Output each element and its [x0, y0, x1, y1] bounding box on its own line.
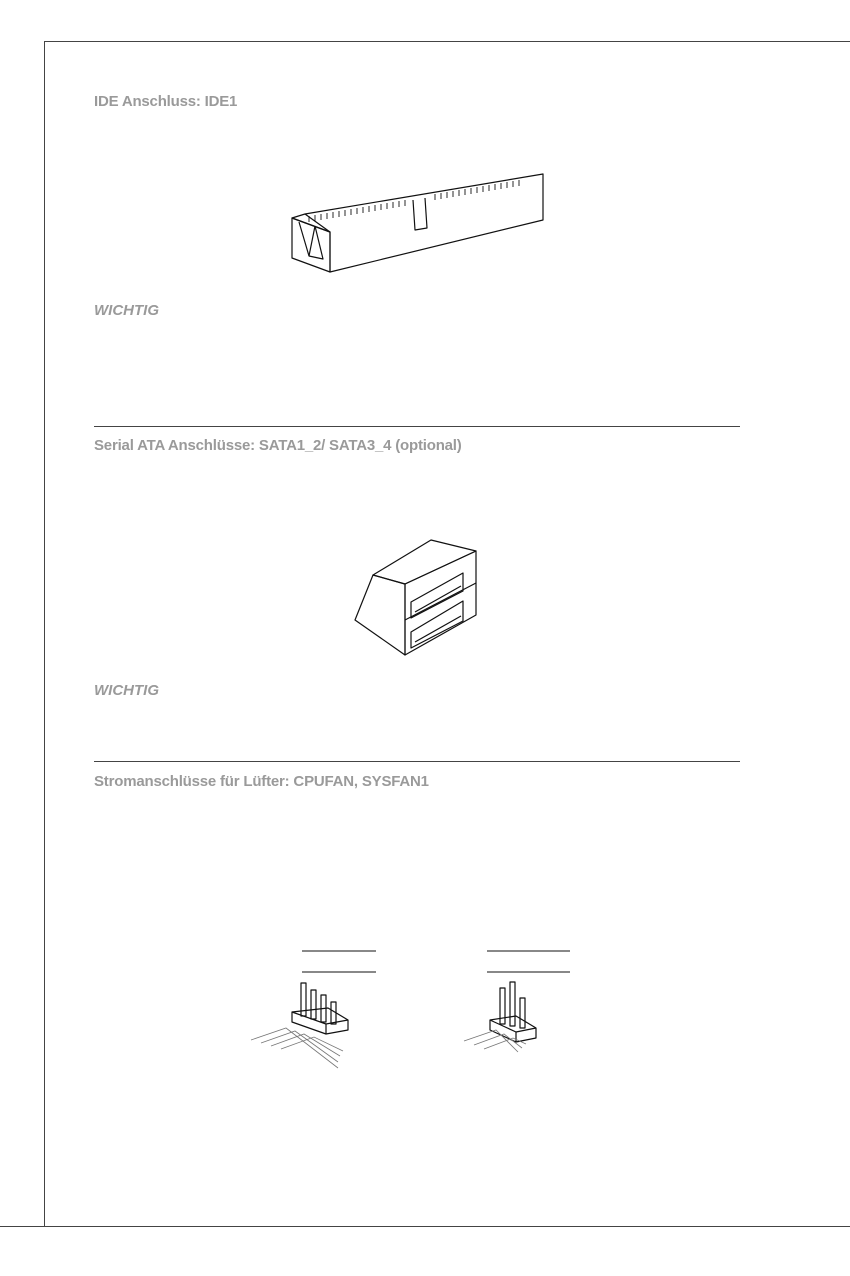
ide-important-label: WICHTIG	[94, 302, 159, 319]
fan-connectors-illustration	[248, 940, 588, 1075]
sata-section-title: Serial ATA Anschlüsse: SATA1_2/ SATA3_4 (optional)	[94, 437, 462, 454]
section-divider	[94, 426, 740, 427]
sata-important-label: WICHTIG	[94, 682, 159, 699]
page-frame-bottom	[0, 1226, 850, 1227]
page-frame-top	[44, 41, 850, 42]
ide-connector-illustration	[285, 170, 545, 274]
fan-section-title: Stromanschlüsse für Lüfter: CPUFAN, SYSFAN1	[94, 773, 429, 790]
ide-section-title: IDE Anschluss: IDE1	[94, 93, 238, 110]
section-divider	[94, 761, 740, 762]
sata-connector-illustration	[353, 538, 483, 658]
page-frame-left	[44, 41, 45, 1227]
